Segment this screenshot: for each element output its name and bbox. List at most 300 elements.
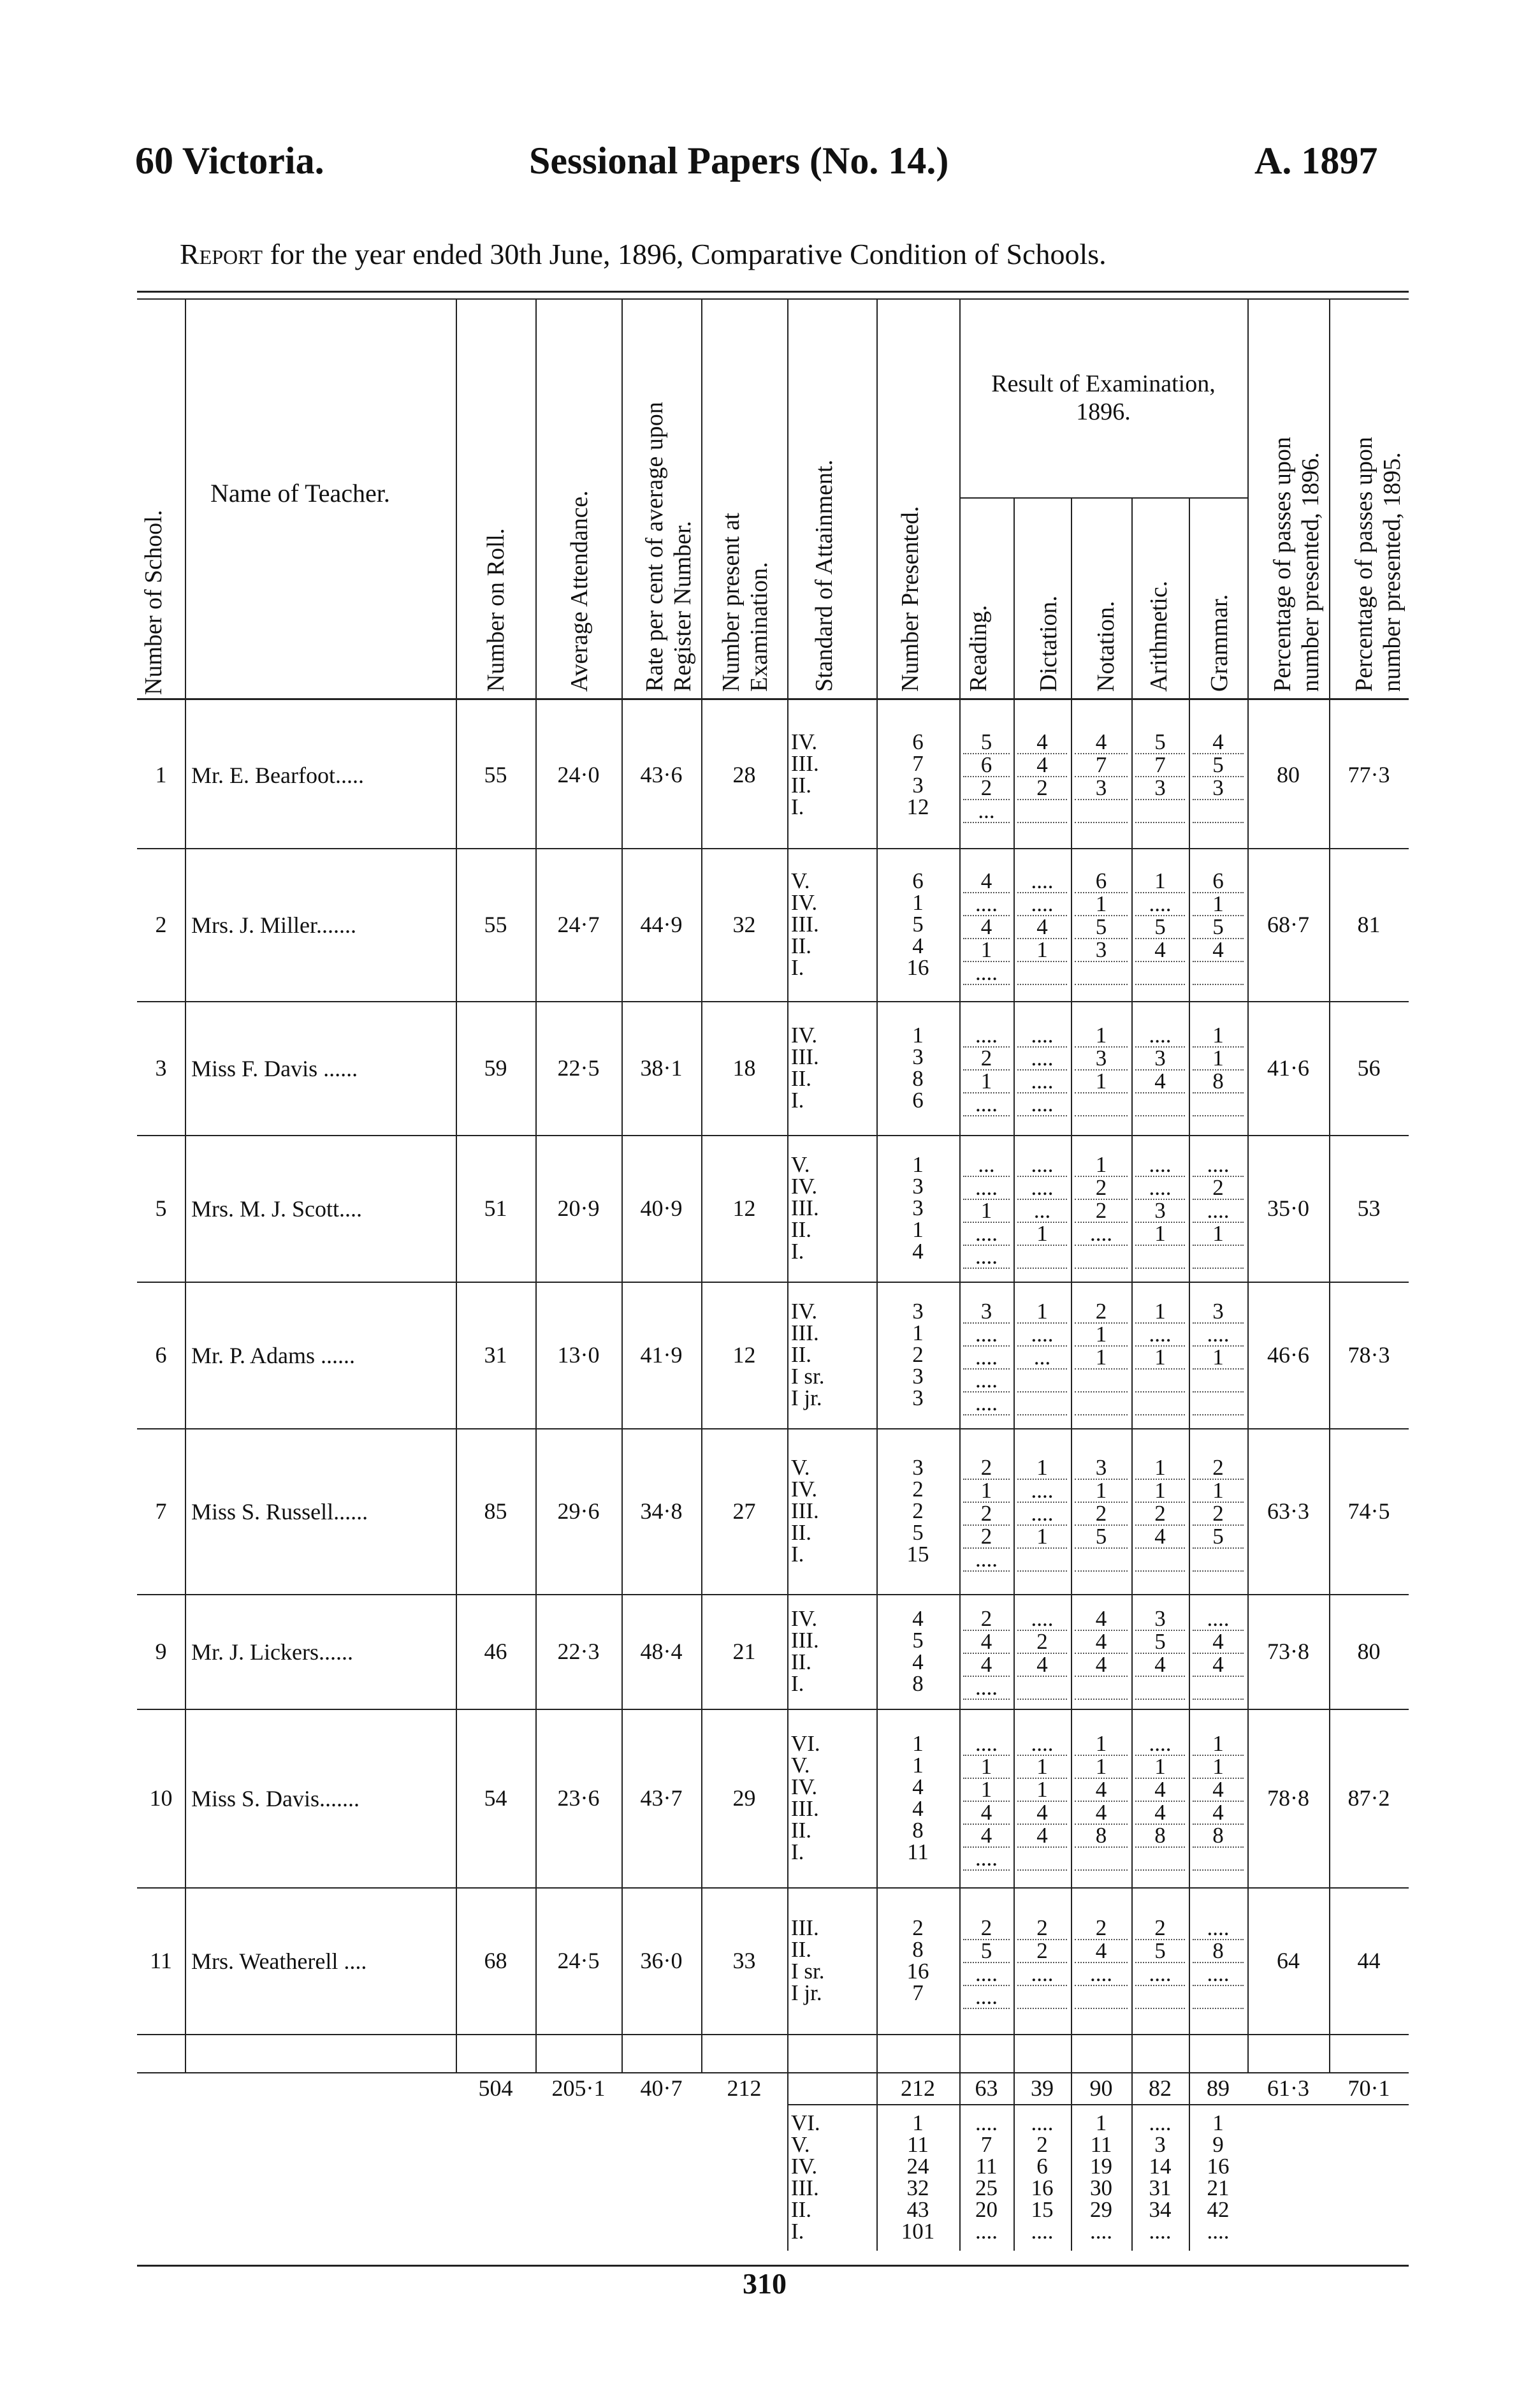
reading-list-value: 2 (963, 777, 1010, 800)
reading-list-value: 1 (963, 1756, 1010, 1779)
dictation-list-value: 4 (1017, 731, 1067, 754)
reading-list-value: .... (963, 1093, 1010, 1116)
pct-1895: 80 (1357, 1639, 1381, 1664)
standard-list-value: VI. (791, 1731, 820, 1756)
dictation-list-value: .... (1017, 1963, 1067, 1986)
rate-per-cent: 43·6 (640, 762, 683, 787)
summary-standard (791, 2112, 873, 2242)
standard-list-value: III. (791, 1915, 819, 1940)
number-present: 29 (732, 1785, 756, 1811)
col-dictation: Dictation. (1035, 596, 1062, 692)
arithmetic-list-value: 1 (1135, 870, 1185, 893)
notation-list-value: 4 (1075, 1940, 1128, 1963)
grammar-list (1193, 1733, 1244, 1871)
summary-notation (1075, 2112, 1128, 2242)
col-arithmetic: Arithmetic. (1145, 580, 1172, 692)
dictation-list-value: 4 (1017, 1825, 1067, 1848)
standard-list-value: IV. (791, 1606, 818, 1631)
totals-rate: 40·7 (640, 2075, 683, 2101)
grammar-list-value: 1 (1193, 1025, 1244, 1048)
rate-per-cent: 40·9 (640, 1195, 683, 1221)
school-number: 6 (155, 1342, 167, 1368)
standard-list-value: I. (791, 1088, 804, 1113)
arithmetic-list-value: 3 (1135, 1200, 1185, 1223)
summary-reading-value: 7 (980, 2132, 992, 2157)
standard-list-value: I jr. (791, 1980, 822, 2005)
arithmetic-list-value: 4 (1135, 1654, 1185, 1677)
notation-list (1075, 1025, 1128, 1116)
presented-list (880, 1025, 955, 1111)
notation-list-value (1075, 1393, 1128, 1415)
totals-present: 212 (727, 2075, 762, 2101)
notation-list-value: 2 (1075, 1200, 1128, 1223)
notation-list-value (1075, 1986, 1128, 2009)
reading-list-value: 4 (963, 1654, 1010, 1677)
standard-list-value: I. (791, 1671, 804, 1696)
dictation-list-value: .... (1017, 1733, 1067, 1756)
standard-list (791, 1301, 873, 1409)
standard-list (791, 1608, 873, 1695)
grammar-list-value (1193, 1093, 1244, 1116)
standard-list-value: I. (791, 1542, 804, 1567)
presented-list-value: 8 (912, 1671, 924, 1696)
col-pct95-line1: Percentage of passes upon (1351, 437, 1377, 692)
standard-list-value: II. (791, 1066, 812, 1091)
reading-list-value: .... (963, 1370, 1010, 1393)
arithmetic-list-value: 8 (1135, 1825, 1185, 1848)
standard-list-value: I. (791, 955, 804, 980)
reading-list (963, 1025, 1010, 1116)
number-present: 12 (732, 1342, 756, 1368)
summary-grammar-value: 16 (1207, 2154, 1230, 2179)
col-pct96-line1: Percentage of passes upon (1269, 437, 1296, 692)
presented-list-value: 4 (912, 1796, 924, 1821)
presented-list-value: 16 (906, 955, 929, 980)
grammar-list-value: 8 (1193, 1071, 1244, 1093)
teacher-name: Mrs. J. Miller....... (191, 912, 357, 938)
notation-list-value: 1 (1075, 1733, 1128, 1756)
dictation-list-value (1017, 962, 1067, 985)
teacher-name: Miss S. Russell...... (191, 1499, 368, 1524)
pct-1896: 63·3 (1267, 1498, 1309, 1524)
arithmetic-list-value: .... (1135, 1025, 1185, 1048)
standard-list-value: II. (791, 1818, 812, 1843)
presented-list (880, 1457, 955, 1565)
pct-1895: 56 (1357, 1055, 1381, 1081)
summary-reading-value: 11 (975, 2154, 998, 2179)
arithmetic-list-value: .... (1135, 1324, 1185, 1347)
reading-list-value: .... (963, 1223, 1010, 1246)
pct-1896: 35·0 (1267, 1195, 1309, 1221)
col-rate (641, 306, 697, 692)
arithmetic-list (1135, 731, 1185, 823)
grammar-list (1193, 1457, 1244, 1572)
grammar-list (1193, 731, 1244, 823)
pct-1896: 68·7 (1267, 912, 1309, 937)
notation-list-value: 1 (1075, 1756, 1128, 1779)
grammar-list-value (1193, 1677, 1244, 1700)
reading-list-value: 4 (963, 1631, 1010, 1654)
standard-list-value: III. (791, 1498, 819, 1523)
presented-list-value: 8 (912, 1066, 924, 1091)
grammar-list-value: 8 (1193, 1825, 1244, 1848)
presented-list-value: 3 (912, 1364, 924, 1389)
grammar-list-value (1193, 1848, 1244, 1871)
reading-list-value: 4 (963, 916, 1010, 939)
teacher-name: Mr. J. Lickers...... (191, 1639, 353, 1665)
summary-arithmetic-value: 14 (1149, 2154, 1172, 2179)
notation-list-value: 3 (1075, 1048, 1128, 1071)
presented-list-value: 2 (912, 1342, 924, 1367)
grammar-list-value: .... (1193, 1324, 1244, 1347)
summary-standard-value: VI. (791, 2110, 820, 2135)
grammar-list (1193, 1917, 1244, 2009)
dictation-list (1017, 1154, 1067, 1269)
summary-reading (963, 2112, 1010, 2242)
grammar-list-value: 3 (1193, 777, 1244, 800)
arithmetic-list-value (1135, 1393, 1185, 1415)
notation-list-value: 6 (1075, 870, 1128, 893)
notation-list-value: 4 (1075, 1802, 1128, 1825)
arithmetic-list-value: 4 (1135, 1779, 1185, 1802)
reading-list-value: 2 (963, 1048, 1010, 1071)
reading-list-value: .... (963, 1393, 1010, 1415)
col-attendance: Average Attendance. (566, 490, 593, 692)
pct-1895: 81 (1357, 912, 1381, 937)
dictation-list (1017, 731, 1067, 823)
summary-notation-value: 11 (1090, 2132, 1112, 2157)
reading-list (963, 1608, 1010, 1700)
summary-arithmetic-value: 3 (1154, 2132, 1166, 2157)
arithmetic-list-value: 1 (1135, 1347, 1185, 1370)
standard-list (791, 870, 873, 979)
presented-list-value: 2 (912, 1498, 924, 1523)
reading-list (963, 1154, 1010, 1269)
totals-arithmetic: 82 (1149, 2075, 1172, 2101)
grammar-list-value: 3 (1193, 1301, 1244, 1324)
table-top-rule-2 (137, 298, 1409, 300)
number-on-roll: 68 (484, 1948, 507, 1973)
dictation-list-value (1017, 1848, 1067, 1871)
presented-list-value: 6 (912, 868, 924, 893)
number-present: 18 (732, 1055, 756, 1081)
standard-list-value: I sr. (791, 1959, 825, 1984)
arithmetic-list (1135, 1917, 1185, 2009)
col-school-no: Number of School. (140, 509, 167, 695)
arithmetic-list-value (1135, 800, 1185, 823)
grammar-list-value (1193, 1246, 1244, 1269)
grammar-list-value (1193, 1986, 1244, 2009)
dictation-list (1017, 1608, 1067, 1700)
presented-list-value: 3 (912, 1174, 924, 1199)
notation-list-value (1075, 1370, 1128, 1393)
dictation-list-value: .... (1017, 1480, 1067, 1503)
grammar-list-value: 4 (1193, 1802, 1244, 1825)
pct-1895: 77·3 (1348, 762, 1390, 787)
summary-standard-value: I. (791, 2219, 804, 2244)
arithmetic-list-value: 5 (1135, 1631, 1185, 1654)
row-separator (137, 2034, 1409, 2035)
arithmetic-list (1135, 1457, 1185, 1572)
dictation-list-value: 2 (1017, 777, 1067, 800)
notation-list-value (1075, 962, 1128, 985)
standard-list-value: III. (791, 1628, 819, 1653)
presented-list-value: 3 (912, 1299, 924, 1324)
summary-dictation-value: 15 (1031, 2197, 1054, 2222)
arithmetic-list (1135, 1025, 1185, 1116)
presented-list-value: 6 (912, 1088, 924, 1113)
summary-presented-value: 1 (912, 2110, 924, 2135)
grammar-list (1193, 1301, 1244, 1415)
grammar-list-value: 1 (1193, 1733, 1244, 1756)
standard-list-value: III. (791, 1195, 819, 1220)
notation-list-value: 2 (1075, 1917, 1128, 1940)
reading-list-value: 1 (963, 1071, 1010, 1093)
teacher-name: Miss F. Davis ...... (191, 1056, 358, 1081)
grammar-list-value: 4 (1193, 1654, 1244, 1677)
arithmetic-list (1135, 1301, 1185, 1415)
col-pct-1895 (1350, 328, 1406, 692)
dictation-list-value: 4 (1017, 1654, 1067, 1677)
average-attendance: 13·0 (557, 1342, 600, 1368)
rate-per-cent: 34·8 (640, 1498, 683, 1524)
reading-list (963, 1301, 1010, 1415)
reading-list-value: 6 (963, 754, 1010, 777)
average-attendance: 24·0 (557, 762, 600, 787)
reading-list (963, 1457, 1010, 1572)
dictation-list-value (1017, 1393, 1067, 1415)
col-pct95-line2: number presented, 1895. (1379, 452, 1406, 692)
dictation-list-value: 4 (1017, 916, 1067, 939)
number-on-roll: 59 (484, 1055, 507, 1081)
presented-list-value: 1 (912, 1217, 924, 1242)
reading-list-value: .... (963, 1025, 1010, 1048)
summary-dictation (1017, 2112, 1067, 2242)
totals-pct-1896: 61·3 (1267, 2075, 1309, 2101)
reading-list-value: .... (963, 1848, 1010, 1871)
summary-arithmetic-value: 31 (1149, 2175, 1172, 2200)
reading-list-value: .... (963, 1324, 1010, 1347)
presented-list-value: 3 (912, 1385, 924, 1410)
grammar-list-value: 5 (1193, 1526, 1244, 1549)
grammar-list-value: .... (1193, 1963, 1244, 1986)
standard-list-value: III. (791, 912, 819, 937)
notation-list (1075, 1917, 1128, 2009)
summary-standard-value: III. (791, 2175, 819, 2200)
presented-list-value: 6 (912, 729, 924, 754)
notation-list-value: 1 (1075, 1025, 1128, 1048)
summary-reading-value: .... (975, 2110, 998, 2135)
presented-list-value: 2 (912, 1915, 924, 1940)
presented-list-value: 3 (912, 1044, 924, 1069)
summary-presented-value: 24 (906, 2154, 929, 2179)
number-on-roll: 51 (484, 1195, 507, 1221)
number-present: 21 (732, 1639, 756, 1664)
arithmetic-list-value: 5 (1135, 1940, 1185, 1963)
standard-list-value: II. (791, 773, 812, 798)
summary-notation-value: 19 (1090, 2154, 1112, 2179)
summary-dictation-value: 2 (1036, 2132, 1048, 2157)
average-attendance: 29·6 (557, 1498, 600, 1524)
grammar-list-value: 4 (1193, 1631, 1244, 1654)
header-bottom-rule (137, 698, 1409, 700)
rate-per-cent: 44·9 (640, 912, 683, 937)
arithmetic-list-value: 1 (1135, 1480, 1185, 1503)
summary-arithmetic-value: 34 (1149, 2197, 1172, 2222)
grammar-list (1193, 1025, 1244, 1116)
notation-list-value: 3 (1075, 1457, 1128, 1480)
summary-reading-value: 20 (975, 2197, 998, 2222)
row-separator (137, 848, 1409, 849)
number-present: 12 (732, 1195, 756, 1221)
dictation-list (1017, 1301, 1067, 1415)
grammar-list-value: .... (1193, 1917, 1244, 1940)
dictation-list-value: 1 (1017, 1779, 1067, 1802)
summary-presented-value: 43 (906, 2197, 929, 2222)
rate-per-cent: 48·4 (640, 1639, 683, 1664)
average-attendance: 23·6 (557, 1785, 600, 1811)
arithmetic-list-value: 5 (1135, 916, 1185, 939)
reading-list-value: 5 (963, 731, 1010, 754)
reading-list-value: 1 (963, 1200, 1010, 1223)
rate-per-cent: 38·1 (640, 1055, 683, 1081)
arithmetic-list-value (1135, 1677, 1185, 1700)
summary-presented (880, 2112, 955, 2242)
presented-list-value: 3 (912, 1455, 924, 1480)
presented-list-value: 16 (906, 1959, 929, 1984)
standard-list-value: I jr. (791, 1385, 822, 1410)
notation-list (1075, 1457, 1128, 1572)
standard-list (791, 1154, 873, 1262)
presented-list (880, 1733, 955, 1863)
notation-list-value (1075, 1093, 1128, 1116)
standard-list-value: III. (791, 1320, 819, 1345)
col-presented: Number Presented. (897, 506, 924, 692)
dictation-list-value: ... (1017, 1200, 1067, 1223)
dictation-list-value: .... (1017, 1025, 1067, 1048)
dictation-list-value: 1 (1017, 939, 1067, 962)
standard-list-value: I. (791, 794, 804, 819)
col-present-line1: Number present at (718, 513, 745, 692)
totals-roll: 504 (478, 2075, 513, 2101)
arithmetic-list-value: 5 (1135, 731, 1185, 754)
column-divider (876, 300, 878, 2251)
arithmetic-list-value: .... (1135, 1733, 1185, 1756)
presented-list-value: 11 (907, 1839, 929, 1864)
dictation-list-value: .... (1017, 1177, 1067, 1200)
grammar-list-value: 1 (1193, 1048, 1244, 1071)
col-pct96-line2: number presented, 1896. (1297, 452, 1324, 692)
totals-reading: 63 (975, 2075, 998, 2101)
summary-reading-value: .... (975, 2219, 998, 2244)
report-subtitle (180, 237, 1107, 271)
result-column-divider (1071, 497, 1072, 2251)
reading-list-value: 2 (963, 1608, 1010, 1631)
row-separator (137, 1282, 1409, 1283)
grammar-list-value: 4 (1193, 731, 1244, 754)
notation-list-value: 4 (1075, 1608, 1128, 1631)
grammar-list-value: .... (1193, 1200, 1244, 1223)
presented-list-value: 7 (912, 751, 924, 776)
grammar-list (1193, 870, 1244, 985)
notation-list (1075, 731, 1128, 823)
presented-list-value: 4 (912, 933, 924, 958)
standard-list-value: IV. (791, 1299, 818, 1324)
header-left: 60 Victoria. (135, 140, 324, 182)
col-standard: Standard of Attainment. (811, 459, 838, 692)
grammar-list-value (1193, 1370, 1244, 1393)
notation-list-value: 1 (1075, 1154, 1128, 1177)
pct-1895: 87·2 (1348, 1785, 1390, 1811)
presented-list-value: 4 (912, 1606, 924, 1631)
arithmetic-list (1135, 1733, 1185, 1871)
average-attendance: 22·5 (557, 1055, 600, 1081)
summary-grammar-value: 9 (1212, 2132, 1224, 2157)
dictation-list (1017, 1457, 1067, 1572)
arithmetic-list-value (1135, 1093, 1185, 1116)
standard-list-value: II. (791, 1937, 812, 1962)
notation-list-value (1075, 1246, 1128, 1269)
arithmetic-list-value: 1 (1135, 1223, 1185, 1246)
school-number: 11 (150, 1948, 172, 1973)
pct-1895: 74·5 (1348, 1498, 1390, 1524)
school-number: 1 (155, 762, 167, 787)
dictation-list-value: .... (1017, 1324, 1067, 1347)
reading-list-value: 1 (963, 1480, 1010, 1503)
col-teacher: Name of Teacher. (210, 479, 390, 508)
arithmetic-list-value (1135, 1848, 1185, 1871)
presented-list-value: 4 (912, 1239, 924, 1264)
summary-grammar-value: .... (1207, 2219, 1230, 2244)
summary-notation-value: .... (1090, 2219, 1112, 2244)
standard-list-value: I. (791, 1239, 804, 1264)
col-grammar: Grammar. (1206, 594, 1233, 692)
column-divider (959, 300, 961, 2251)
summary-dictation-value: 16 (1031, 2175, 1054, 2200)
totals-dictation: 39 (1031, 2075, 1054, 2101)
grammar-list-value: .... (1193, 1608, 1244, 1631)
grammar-list-value: 1 (1193, 893, 1244, 916)
notation-list-value: .... (1075, 1223, 1128, 1246)
grammar-list-value: 4 (1193, 1779, 1244, 1802)
standard-list (791, 1457, 873, 1565)
standard-list-value: III. (791, 751, 819, 776)
standard-list-value: III. (791, 1044, 819, 1069)
pct-1895: 44 (1357, 1948, 1381, 1973)
standard-list-value: V. (791, 1753, 810, 1778)
presented-list-value: 8 (912, 1937, 924, 1962)
col-reading: Reading. (965, 604, 992, 692)
grammar-list-value: 1 (1193, 1223, 1244, 1246)
arithmetic-list-value: .... (1135, 893, 1185, 916)
grammar-list-value: 1 (1193, 1347, 1244, 1370)
dictation-list-value: 1 (1017, 1223, 1067, 1246)
grammar-list-value: 2 (1193, 1457, 1244, 1480)
notation-list-value: 2 (1075, 1301, 1128, 1324)
summary-standard-value: IV. (791, 2154, 818, 2179)
reading-list-value: 4 (963, 870, 1010, 893)
grammar-list-value: 5 (1193, 916, 1244, 939)
dictation-list-value: .... (1017, 1503, 1067, 1526)
standard-list (791, 731, 873, 818)
dictation-list-value: .... (1017, 1608, 1067, 1631)
grammar-list-value: 6 (1193, 870, 1244, 893)
arithmetic-list-value: 3 (1135, 777, 1185, 800)
presented-list-value: 5 (912, 912, 924, 937)
notation-list-value: .... (1075, 1963, 1128, 1986)
reading-list-value: .... (963, 893, 1010, 916)
reading-list-value: .... (963, 1963, 1010, 1986)
